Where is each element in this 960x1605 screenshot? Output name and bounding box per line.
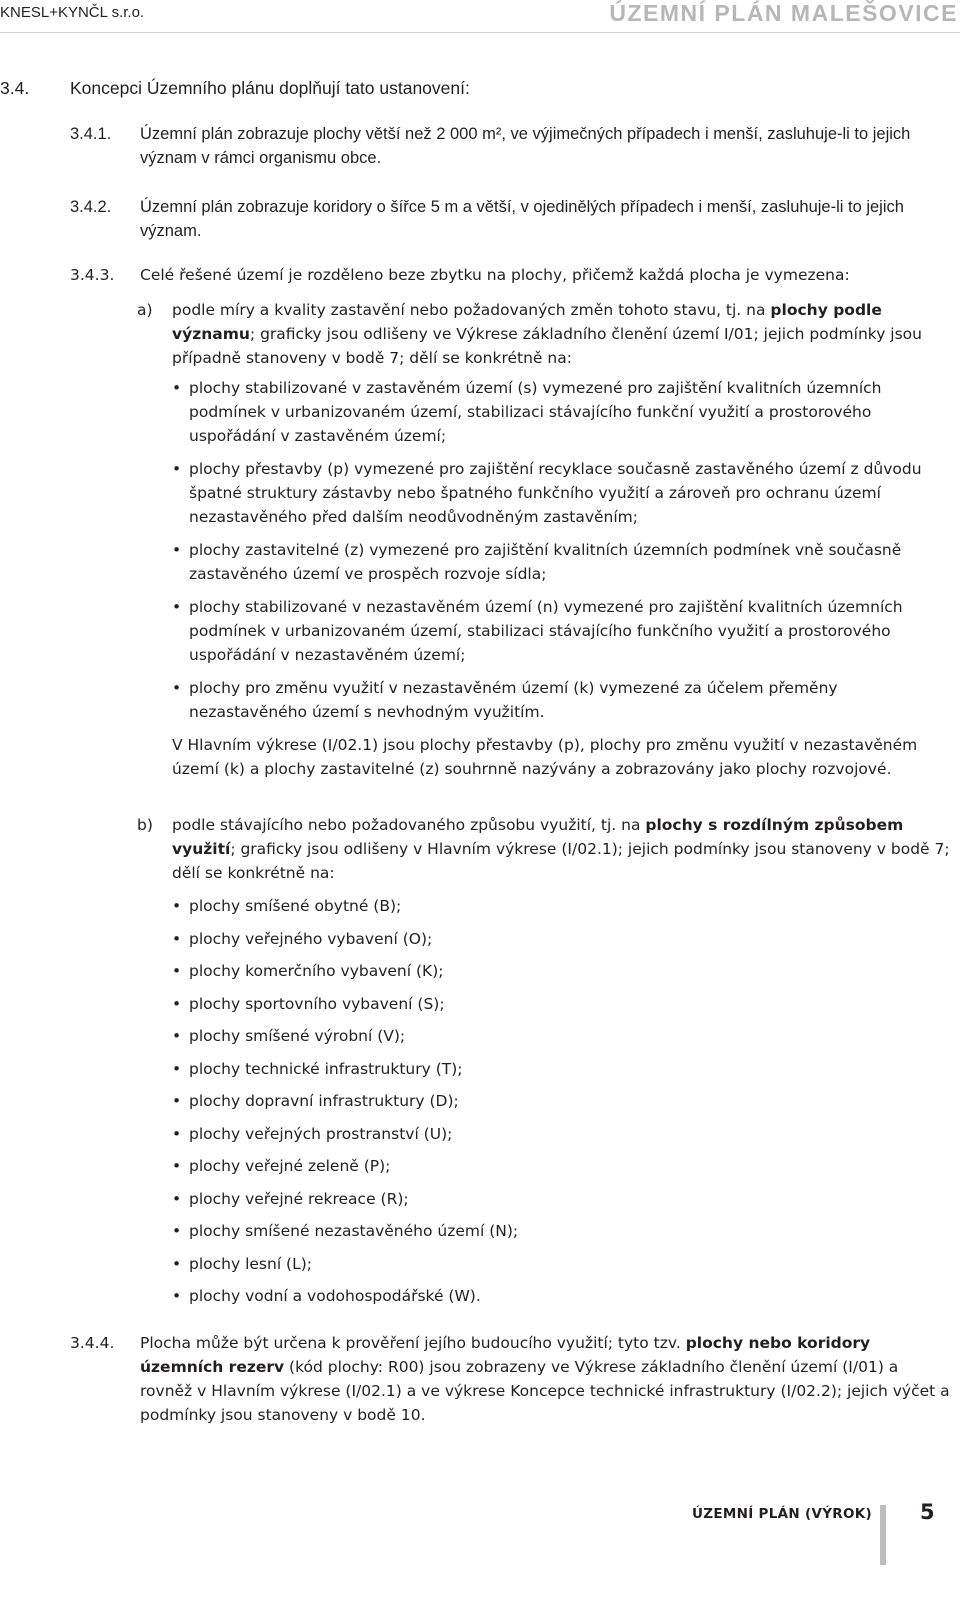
paragraph-text: Územní plán zobrazuje koridory o šířce 5 m a větší, v ojedinělých případech i menší, zasluhuje-li to jejich význam.: [140, 198, 904, 240]
paragraph-number: 3.4.3.: [70, 266, 115, 284]
subitem-text: podle stávajícího nebo požadovaného způsobu využití, tj. na plochy s rozdílným způsobem využití; graficky jsou odlišeny v Hlavním výkrese (I/02.1); jejich podmínky jsou stanoveny v bodě 7; dělí se konkrétně na:: [172, 816, 950, 882]
bullet-icon: •: [172, 1125, 182, 1143]
subitem-label: a): [137, 301, 153, 319]
subitem-label: b): [137, 816, 153, 834]
bullet-icon: •: [172, 541, 182, 559]
emphasis: plochy s rozdílným způsobem využití: [172, 816, 904, 858]
bullet-icon: •: [172, 1190, 182, 1208]
bullet-icon: •: [172, 679, 182, 697]
bullet-icon: •: [172, 1092, 182, 1110]
bullet-icon: •: [172, 1027, 182, 1045]
page-number: 5: [920, 1500, 935, 1524]
section-title: Koncepci Územního plánu doplňují tato ustanovení:: [70, 78, 470, 98]
emphasis: plochy podle významu: [172, 301, 882, 343]
paragraph-text: Celé řešené území je rozděleno beze zbytku na plochy, přičemž každá plocha je vymezena:: [140, 266, 850, 284]
bullet-icon: •: [172, 995, 182, 1013]
header-divider: [0, 32, 960, 33]
footer-label: ÚZEMNÍ PLÁN (VÝROK): [692, 1506, 872, 1522]
footer-divider: [880, 1505, 886, 1565]
bullet-icon: •: [172, 379, 182, 397]
bullet-icon: •: [172, 1287, 182, 1305]
header-company: KNESL+KYNČL s.r.o.: [0, 4, 145, 21]
paragraph-number: 3.4.2.: [70, 198, 112, 216]
header-document-title: ÚZEMNÍ PLÁN MALEŠOVICE: [609, 0, 958, 26]
paragraph-text: Územní plán zobrazuje plochy větší než 2 000 m², ve výjimečných případech i menší, zasluhuje-li to jejich význam v rámci organismu obce.: [140, 125, 911, 167]
subitem-a-note: V Hlavním výkrese (I/02.1) jsou plochy přestavby (p), plochy pro změnu využití v nezastavěném území (k) a plochy zastavitelné (z) souhrnně nazývány a zobrazovány jako plochy rozvojové.: [172, 736, 918, 778]
paragraph-number: 3.4.1.: [70, 125, 112, 143]
bullet-icon: •: [172, 1157, 182, 1175]
bullet-icon: •: [172, 598, 182, 616]
bullet-icon: •: [172, 460, 182, 478]
paragraph-text: Plocha může být určena k prověření jejího budoucího využití; tyto tzv. plochy nebo koridory územních rezerv (kód plochy: R00) jsou zobrazeny ve Výkrese základního členění území (I/01) a rovněž v Hlavním výkrese (I/02.1) a ve výkrese Koncepce technické infrastruktury (I/02.2); jejich výčet a podmínky jsou stanoveny v bodě 10.: [140, 1334, 950, 1424]
emphasis: plochy nebo koridory územních rezerv: [140, 1334, 871, 1376]
bullet-icon: •: [172, 1255, 182, 1273]
section-number: 3.4.: [0, 78, 30, 98]
subitem-text: podle míry a kvality zastavění nebo požadovaných změn tohoto stavu, tj. na plochy podle významu; graficky jsou odlišeny ve Výkrese základního členění území I/01; jejich podmínky jsou případně stanoveny v bodě 7; dělí se konkrétně na:: [172, 301, 922, 367]
bullet-icon: •: [172, 1222, 182, 1240]
bullet-icon: •: [172, 930, 182, 948]
paragraph-number: 3.4.4.: [70, 1334, 115, 1352]
bullet-icon: •: [172, 962, 182, 980]
bullet-icon: •: [172, 1060, 182, 1078]
bullet-icon: •: [172, 897, 182, 915]
